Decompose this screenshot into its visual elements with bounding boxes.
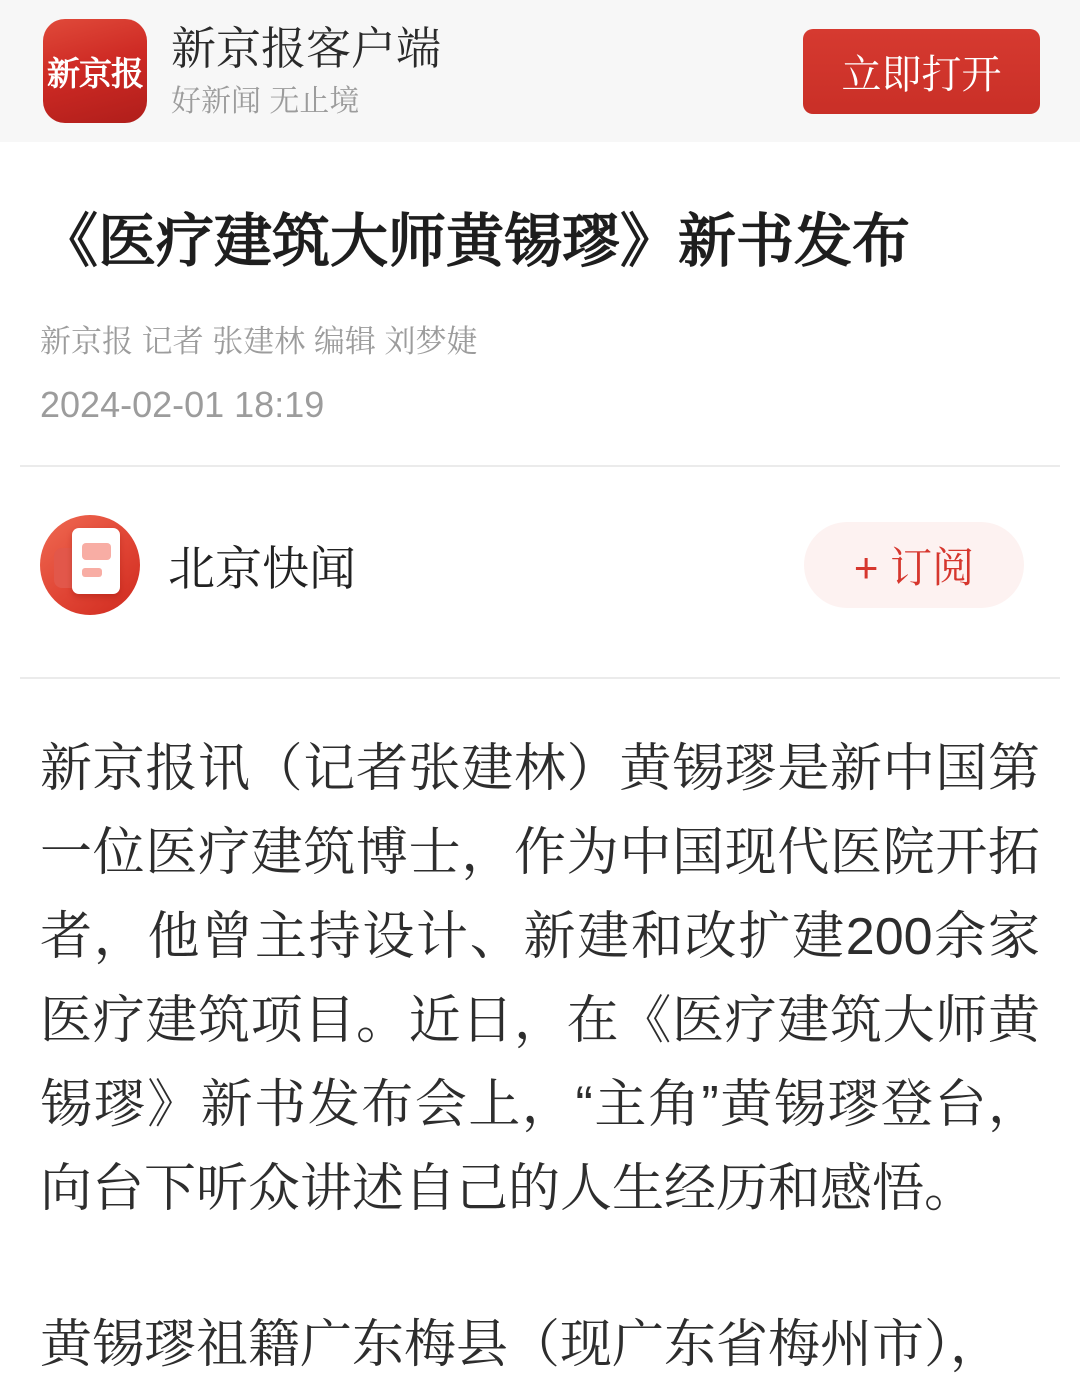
app-logo-text: 新京报: [47, 56, 143, 93]
open-app-button[interactable]: 立即打开: [803, 29, 1040, 114]
app-banner: [0, 0, 1080, 142]
divider: [20, 677, 1060, 679]
article-datetime: 2024-02-01 18:19: [40, 384, 325, 425]
channel-name[interactable]: 北京快闻: [168, 541, 356, 595]
article-body: [40, 727, 1040, 1387]
app-name: 新京报客户端: [171, 23, 442, 74]
channel-avatar-newspaper-icon[interactable]: [40, 515, 140, 615]
newspaper-page-shape: [72, 528, 120, 594]
newspaper-headline-block: [82, 543, 111, 560]
article-content: [0, 198, 1080, 1387]
app-slogan: 好新闻 无止境: [171, 85, 360, 118]
channel-row: [40, 515, 1040, 615]
body-paragraph: 新京报讯（记者张建林）黄锡璆是新中国第一位医疗建筑博士，作为中国现代医院开拓者，他曾主持设计、新建和改扩建200余家医疗建筑项目。近日，在《医疗建筑大师黄锡璆》新书发布会上，“主角”黄锡璆登台，向台下听众讲述自己的人生经历和感悟。: [40, 740, 1040, 1218]
body-paragraph: 黄锡璆祖籍广东梅县（现广东省梅州市），: [40, 1316, 1003, 1374]
newspaper-text-block: [82, 568, 102, 577]
app-logo-icon: [43, 19, 147, 123]
divider: [20, 465, 1060, 467]
article-byline: 新京报 记者 张建林 编辑 刘梦婕: [40, 324, 478, 359]
app-meta: [171, 23, 803, 119]
subscribe-button[interactable]: + 订阅: [804, 522, 1024, 608]
article-title: 《医疗建筑大师黄锡璆》新书发布: [40, 209, 911, 274]
